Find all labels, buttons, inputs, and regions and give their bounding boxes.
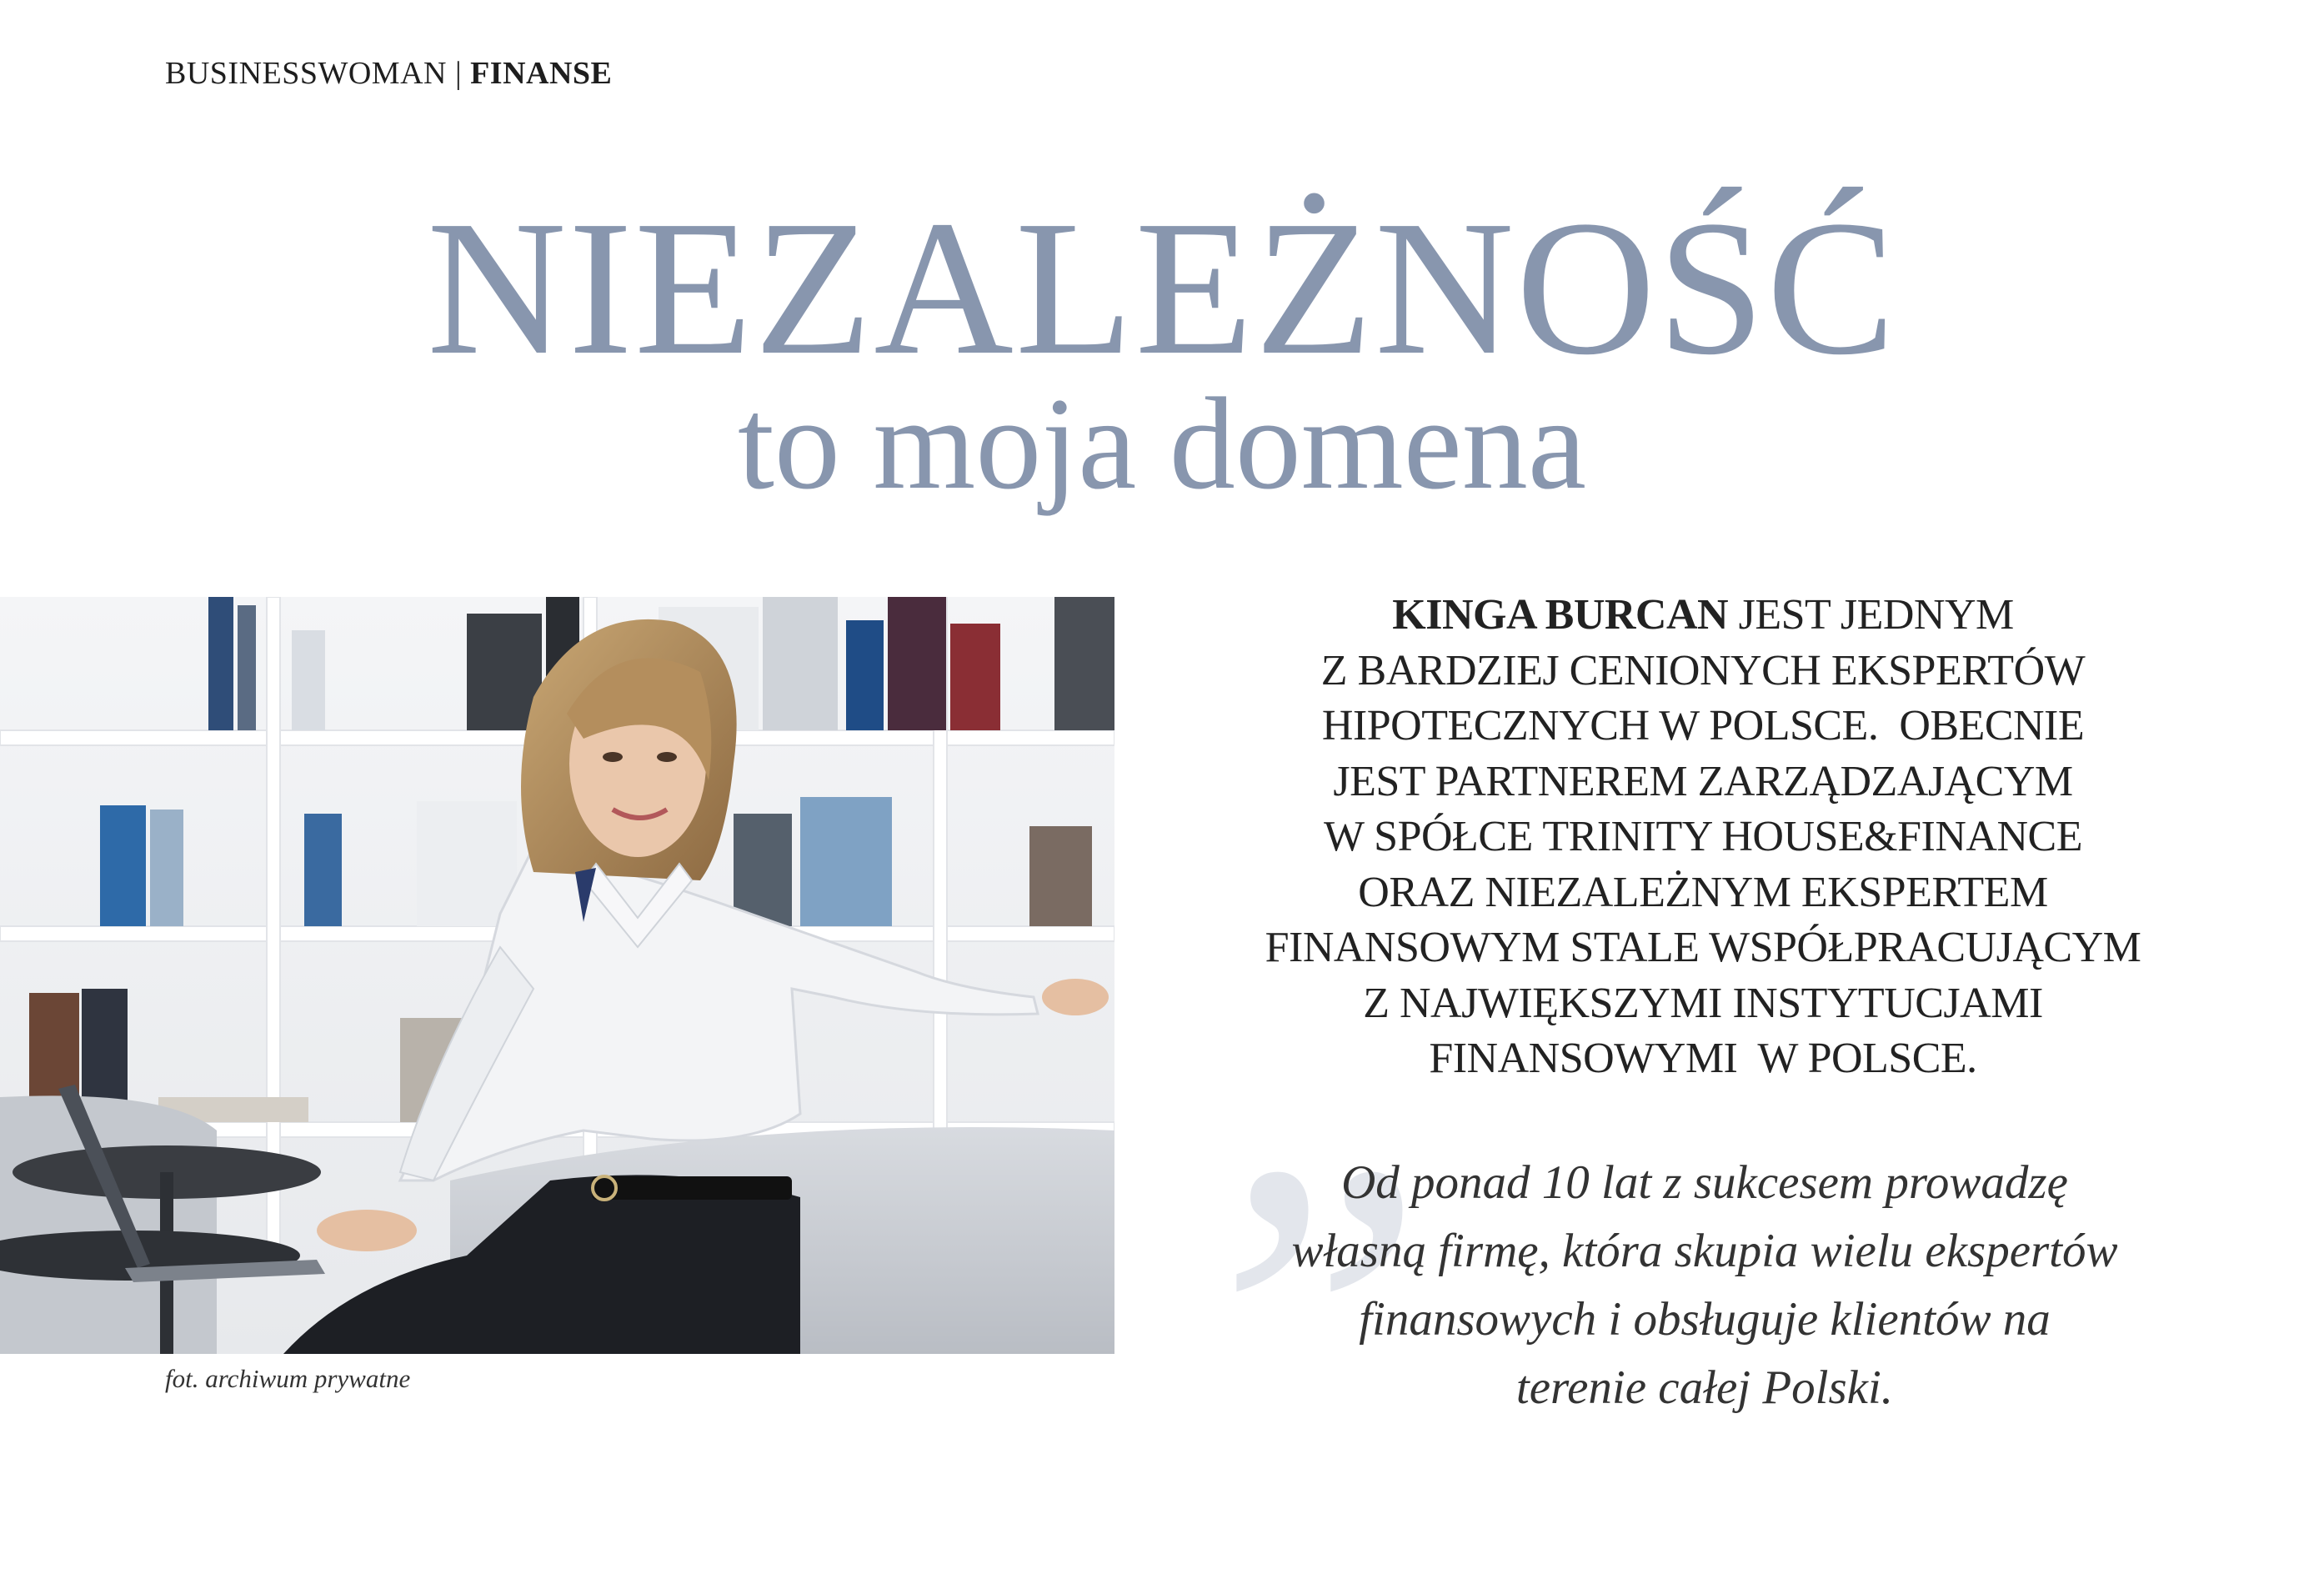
lead-paragraph — [1157, 588, 2249, 1087]
quote-line: terenie całej Polski. — [1515, 1361, 1894, 1414]
lead-line: JEST PARTNEREM ZARZĄDZAJĄCYM — [1333, 757, 2073, 805]
pull-quote — [1159, 1149, 2251, 1422]
lead-name: KINGA BURCAN — [1392, 591, 1729, 639]
section-name: BUSINESSWOMAN — [165, 56, 447, 91]
title-main: NIEZALEŻNOŚĆ — [427, 181, 1897, 395]
article-title — [0, 181, 2324, 517]
title-sub: to moja domena — [738, 371, 1586, 517]
quote-line: finansowych i obsługuje klientów na — [1359, 1293, 2051, 1346]
lead-line: W SPÓŁCE TRINITY HOUSE&FINANCE — [1324, 813, 2082, 860]
quote-line: własną firmę, która skupia wielu ekspertów — [1291, 1225, 2118, 1277]
quote-mark-icon: ” — [1167, 1067, 1427, 1584]
lead-line: FINANSOWYMI W POLSCE. — [1429, 1035, 1977, 1082]
lead-line: HIPOTECZNYCH W POLSCE. OBECNIE — [1321, 702, 2085, 749]
photo-caption: fot. archiwum prywatne — [165, 1364, 411, 1393]
lead-line — [1157, 588, 2249, 644]
section-category: FINANSE — [470, 56, 613, 91]
portrait-illustration — [0, 597, 1114, 1354]
lead-line: FINANSOWYM STALE WSPÓŁPRACUJĄCYM — [1265, 924, 2141, 971]
portrait-photo — [0, 597, 1114, 1354]
lead-line: Z NAJWIĘKSZYMI INSTYTUCJAMI — [1363, 979, 2043, 1027]
lead-line: ORAZ NIEZALEŻNYM EKSPERTEM — [1358, 868, 2048, 916]
lead-line: Z BARDZIEJ CENIONYCH EKSPERTÓW — [1320, 646, 2086, 694]
quote-line: Od ponad 10 lat z sukcesem prowadzę — [1341, 1156, 2068, 1209]
lead-line-text: JEST JEDNYM — [1728, 591, 2014, 639]
section-label — [165, 55, 612, 92]
section-separator: | — [454, 56, 463, 91]
